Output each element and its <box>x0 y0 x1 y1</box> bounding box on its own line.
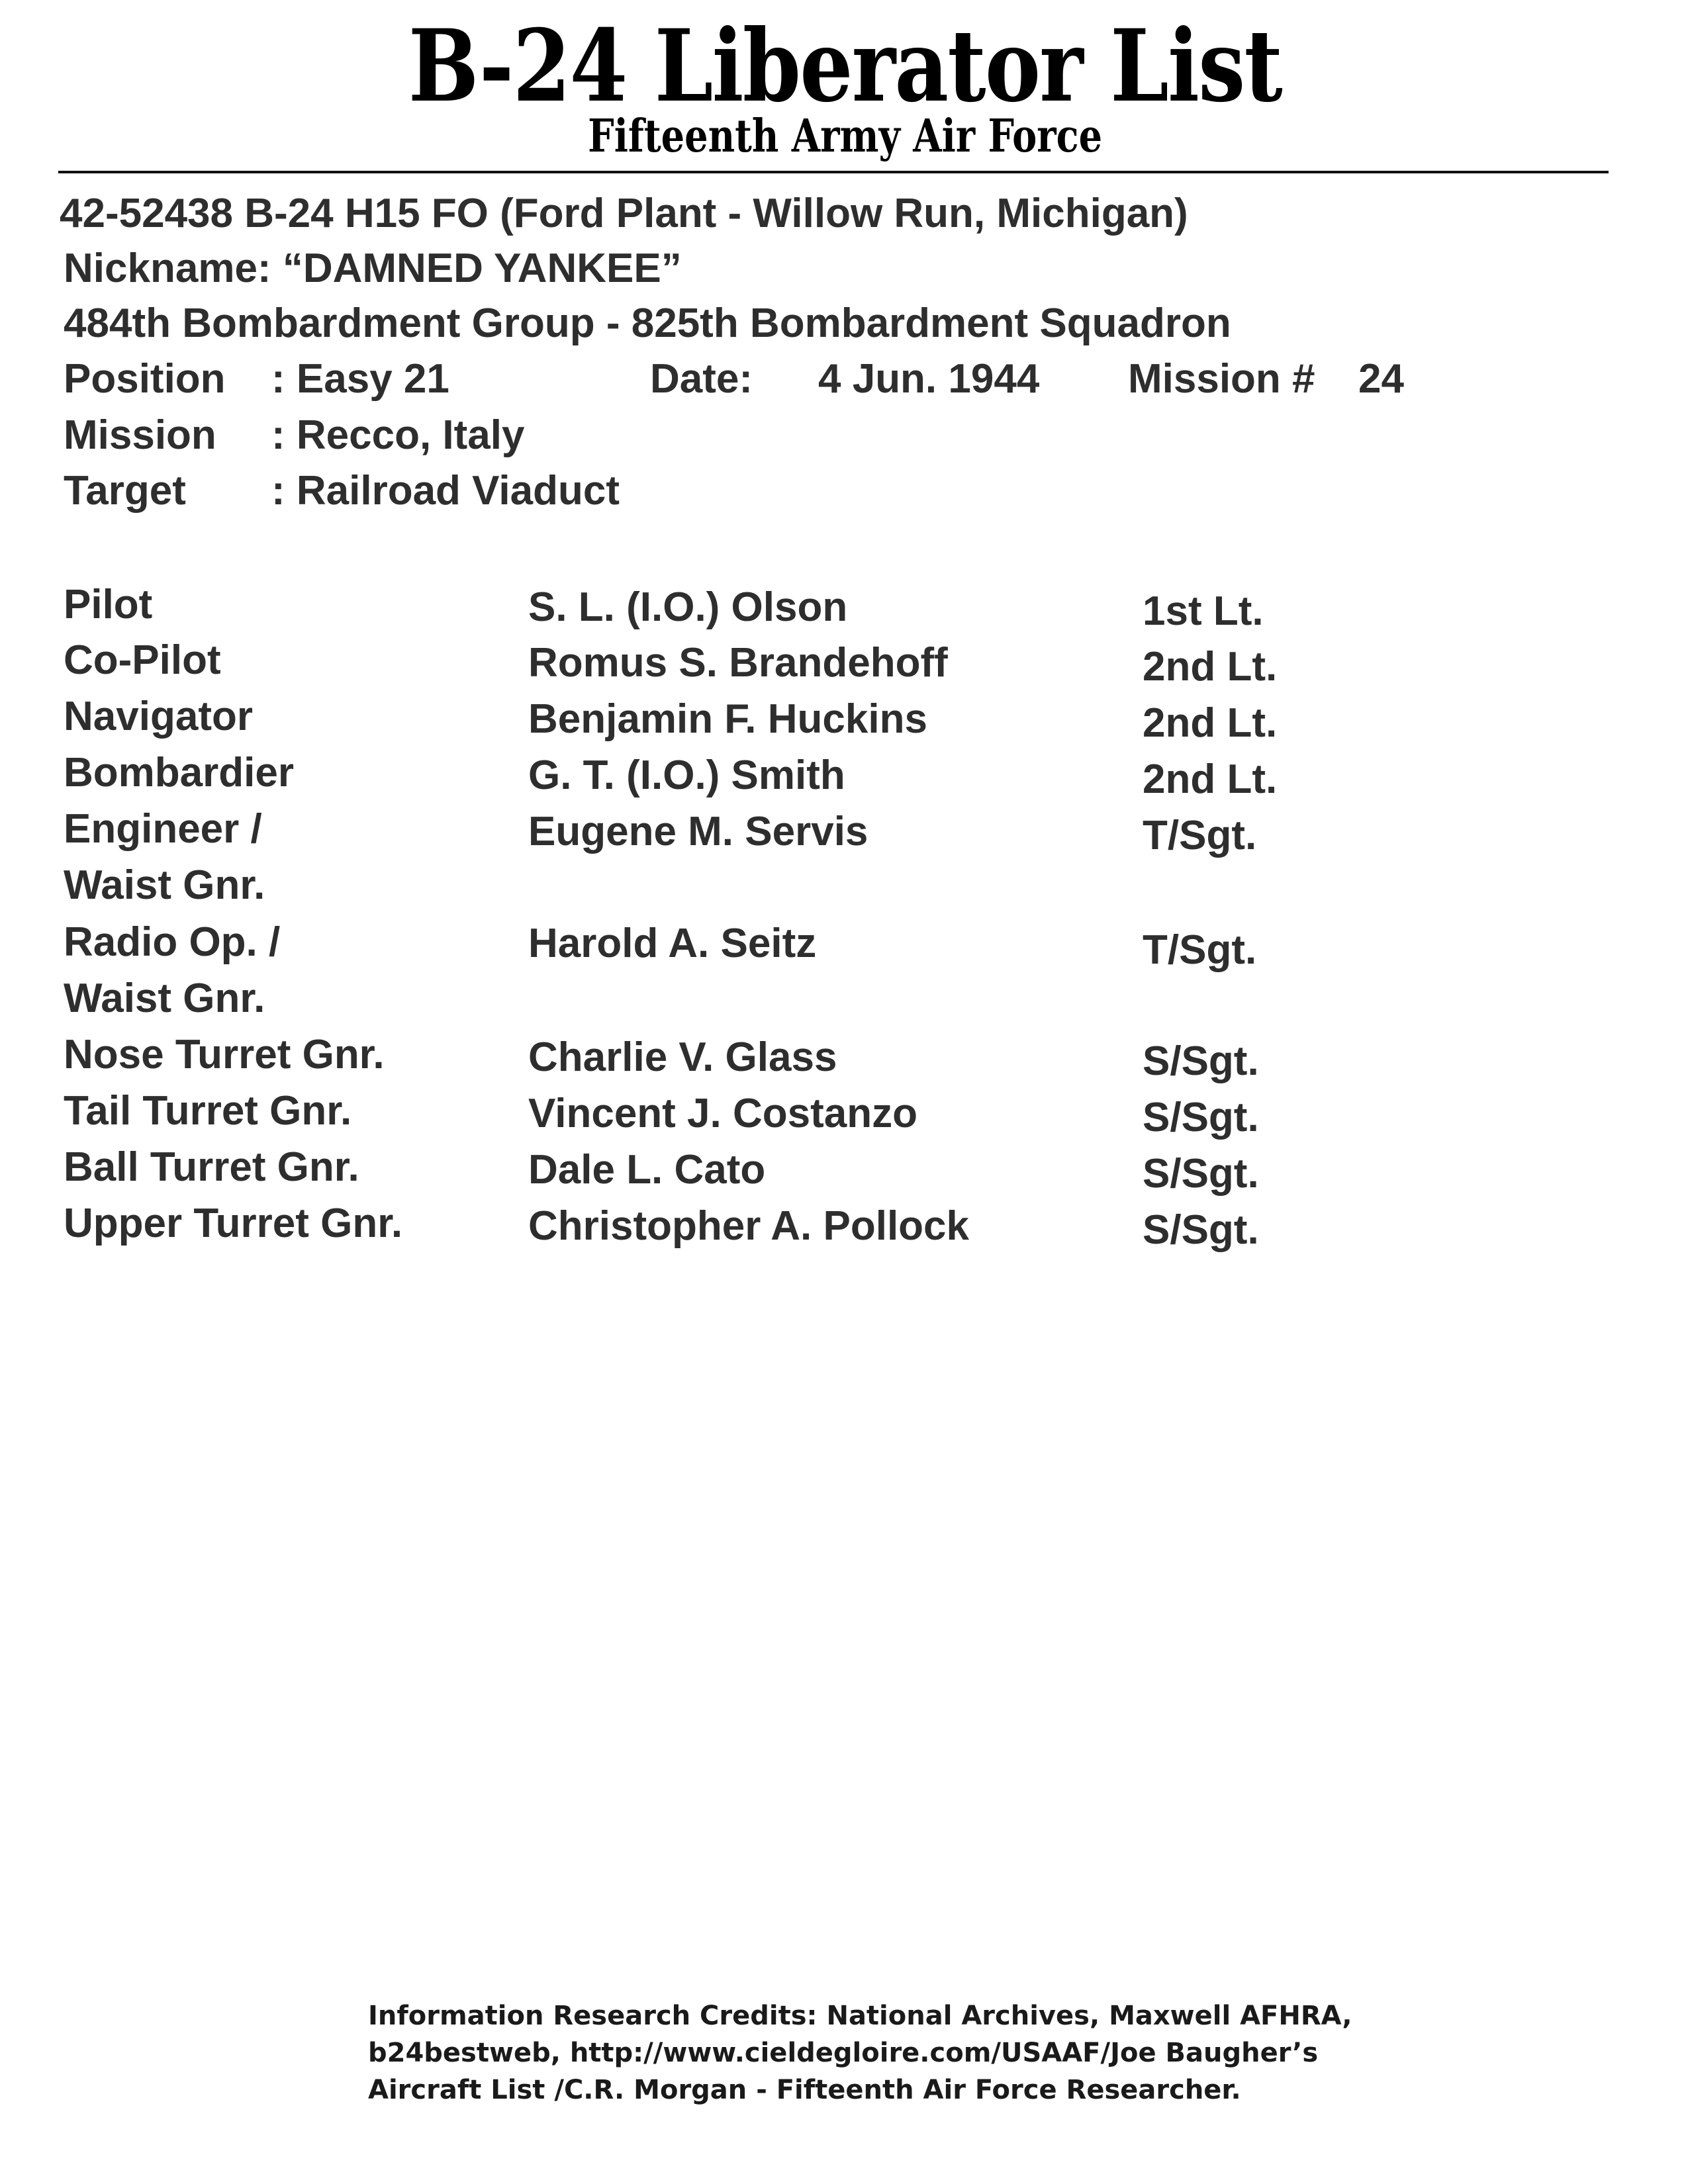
nickname-label: Nickname: <box>64 246 271 291</box>
crew-role: Radio Op. / <box>64 919 281 965</box>
crew-role: Upper Turret Gnr. <box>64 1201 403 1246</box>
page-title: B-24 Liberator List <box>408 8 1282 124</box>
crew-name: Eugene M. Servis <box>528 809 868 854</box>
crew-rank: 2nd Lt. <box>1143 700 1278 746</box>
crew-rank: S/Sgt. <box>1143 1207 1259 1253</box>
crew-role-continued: Waist Gnr. <box>64 862 265 908</box>
header-divider <box>58 171 1609 173</box>
crew-role: Engineer / <box>64 806 262 852</box>
crew-rank: 2nd Lt. <box>1143 644 1278 690</box>
crew-rank: T/Sgt. <box>1143 927 1257 973</box>
crew-rank: S/Sgt. <box>1143 1038 1259 1084</box>
crew-rank: 1st Lt. <box>1143 588 1264 634</box>
nickname-row <box>64 245 682 293</box>
mission-value: : Recco, Italy <box>271 412 525 458</box>
crew-role: Co-Pilot <box>64 637 221 683</box>
credits-line: Aircraft List /C.R. Morgan - Fifteenth Air Force Researcher. <box>368 2075 1241 2105</box>
crew-role: Nose Turret Gnr. <box>64 1032 385 1077</box>
mission-number-label: Mission # <box>1128 356 1315 402</box>
crew-role: Bombardier <box>64 750 294 796</box>
mission-label: Mission <box>64 412 216 458</box>
crew-name: Dale L. Cato <box>528 1147 766 1193</box>
date-label: Date: <box>650 356 753 402</box>
crew-name: S. L. (I.O.) Olson <box>528 584 848 630</box>
target-label: Target <box>64 468 186 514</box>
crew-role: Pilot <box>64 582 153 627</box>
credits-line: Information Research Credits: National Archives, Maxwell AFHRA, <box>368 2001 1352 2031</box>
date-value: 4 Jun. 1944 <box>818 356 1040 402</box>
crew-rank: S/Sgt. <box>1143 1095 1259 1140</box>
crew-name: Benjamin F. Huckins <box>528 696 927 742</box>
serial-line: 42-52438 B-24 H15 FO (Ford Plant - Willow Run, Michigan) <box>60 191 1188 236</box>
position-value: : Easy 21 <box>271 356 449 402</box>
crew-role-continued: Waist Gnr. <box>64 976 265 1021</box>
crew-rank: 2nd Lt. <box>1143 756 1278 802</box>
crew-name: Charlie V. Glass <box>528 1034 837 1080</box>
crew-name: G. T. (I.O.) Smith <box>528 752 845 798</box>
crew-name: Harold A. Seitz <box>528 921 817 966</box>
target-value: : Railroad Viaduct <box>271 468 620 514</box>
crew-rank: T/Sgt. <box>1143 813 1257 858</box>
crew-name: Romus S. Brandehoff <box>528 640 948 686</box>
crew-role: Tail Turret Gnr. <box>64 1088 352 1134</box>
nickname-value: “DAMNED YANKEE” <box>282 246 682 291</box>
credits-line: b24bestweb, http://www.cieldegloire.com/USAAF/Joe Baugher’s <box>368 2038 1319 2068</box>
crew-role: Ball Turret Gnr. <box>64 1144 359 1190</box>
mission-number-value: 24 <box>1358 356 1404 402</box>
unit-line: 484th Bombardment Group - 825th Bombardment Squadron <box>64 300 1231 346</box>
position-label: Position <box>64 356 226 402</box>
page-subtitle: Fifteenth Army Air Force <box>588 110 1103 163</box>
crew-rank: S/Sgt. <box>1143 1151 1259 1197</box>
crew-role: Navigator <box>64 694 253 739</box>
crew-name: Vincent J. Costanzo <box>528 1091 917 1136</box>
research-credits <box>368 1997 1361 2109</box>
crew-name: Christopher A. Pollock <box>528 1203 970 1249</box>
